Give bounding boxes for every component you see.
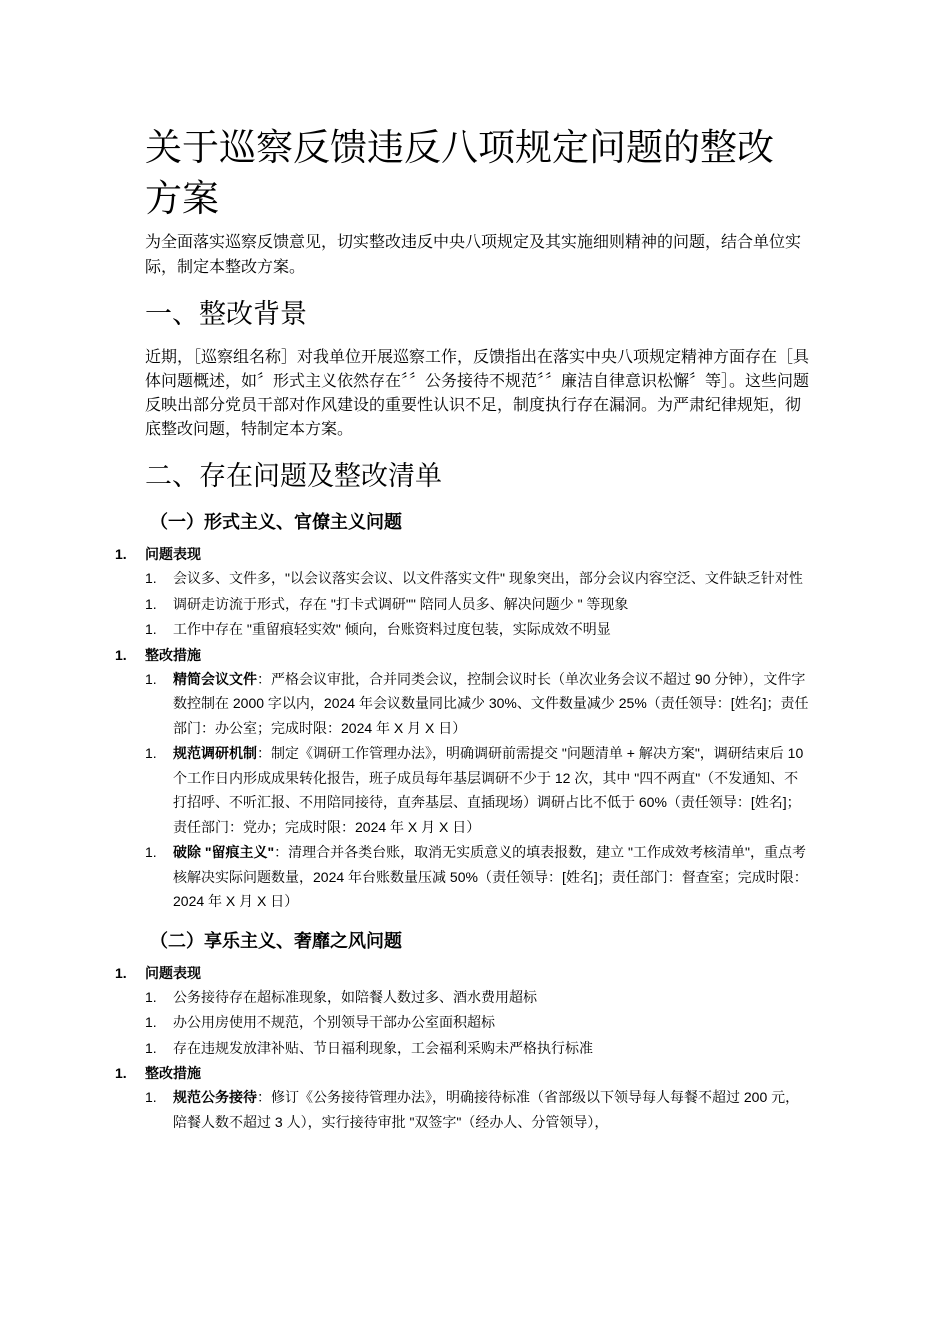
- subsection-heading-formalism: （一）形式主义、官僚主义问题: [150, 512, 402, 533]
- problems-label: 问题表现: [145, 546, 201, 562]
- measure-text: ：严格会议审批，合并同类会议，控制会议时长（单次业务会议不超过 90 分钟），文件字数控制在 2000 字以内，2024 年会议数量同比减少 30%、文件数量减少 25%（责任领导：[姓名]；责任部门：办公室；完成时限：2024 年 X 月 X 日）: [173, 670, 809, 736]
- measure-title: 破除 "留痕主义": [173, 844, 275, 860]
- problem-text: 工作中存在 "重留痕轻实效" 倾向，台账资料过度包装，实际成效不明显: [173, 621, 611, 637]
- list-item-measures: [115, 1061, 810, 1085]
- intro-paragraph: 为全面落实巡察反馈意见，切实整改违反中央八项规定及其实施细则精神的问题，结合单位实际，制定本整改方案。: [145, 232, 802, 276]
- section-heading-background: 一、整改背景: [145, 299, 307, 330]
- list-number: 1.: [145, 844, 157, 860]
- section-heading-problems: 二、存在问题及整改清单: [145, 461, 442, 492]
- document-title: 关于巡察反馈违反八项规定问题的整改方案: [145, 126, 774, 220]
- problem-text: 存在违规发放津补贴、节日福利现象，工会福利采购未严格执行标准: [173, 1039, 593, 1056]
- measure-text: ：清理合并各类台账，取消无实质意义的填表报数，建立 "工作成效考核清单"，重点考核解决实际问题数量，2024 年台账数量压减 50%（责任领导：[姓名]；责任部门：督查室；完成时限：2024 年 X 月 X 日）: [173, 844, 808, 909]
- list-number: 1.: [145, 670, 157, 687]
- list-number: 1.: [145, 1014, 157, 1030]
- problem-text: 公务接待存在超标准现象，如陪餐人数过多、酒水费用超标: [173, 988, 537, 1005]
- list-item: [145, 1010, 810, 1035]
- problem-text: 办公用房使用不规范，个别领导干部办公室面积超标: [173, 1014, 495, 1030]
- list-number: 1.: [145, 595, 157, 612]
- list-number: 1.: [145, 570, 157, 586]
- measure-text: ：修订《公务接待管理办法》，明确接待标准（省部级以下领导每人每餐不超过 200 元，陪餐人数不超过 3 人），实行接待审批 "双签字"（经办人、分管领导），: [173, 1089, 800, 1130]
- list-item: [145, 1085, 810, 1134]
- list-item: [145, 617, 810, 642]
- measures-label: 整改措施: [145, 1065, 201, 1081]
- list-item: [145, 741, 810, 839]
- document-page: [115, 122, 810, 1135]
- list-item: [145, 840, 810, 914]
- measure-title: 规范公务接待: [173, 1089, 257, 1105]
- measure-text: ：制定《调研工作管理办法》，明确调研前需提交 "问题清单 + 解决方案"，调研结束后 10 个工作日内形成成果转化报告，班子成员每年基层调研不少于 12 次，其中 "四不两直"（不发通知、不打招呼、不听汇报、不用陪同接待，直奔基层、直插现场）调研占比不低于 60%（责任领导：[姓名]；责任部门：党办；完成时限：2024 年 X 月 X 日）: [173, 745, 804, 835]
- problem-text: 会议多、文件多，"以会议落实会议、以文件落实文件" 现象突出，部分会议内容空泛、文件缺乏针对性: [173, 570, 803, 586]
- measure-title: 规范调研机制: [173, 745, 257, 761]
- list-number: 1.: [145, 745, 157, 761]
- list-number: 1.: [145, 1089, 157, 1105]
- list-number: 1.: [145, 621, 157, 637]
- problems-label: 问题表现: [145, 964, 201, 981]
- background-paragraph: 近期，［巡察组名称］对我单位开展巡察工作，反馈指出在落实中央八项规定精神方面存在［具体问题概述，如〞形式主义依然存在〞〞公务接待不规范〞〞廉洁自律意识松懈〞等］。这些问题反映出部分党员干部对作风建设的重要性认识不足，制度执行存在漏洞。为严肃纪律规矩，彻底整改问题，特制定本方案。: [145, 347, 810, 438]
- list-item-problems: [115, 961, 810, 985]
- list-number: 1.: [145, 1039, 157, 1056]
- measure-title: 精简会议文件: [173, 670, 257, 687]
- problem-text: 调研走访流于形式，存在 "打卡式调研"" 陪同人员多、解决问题少 " 等现象: [173, 595, 629, 612]
- list-number: 1.: [115, 646, 127, 663]
- list-item: [145, 667, 810, 741]
- list-number: 1.: [115, 546, 127, 562]
- measures-label: 整改措施: [145, 646, 201, 663]
- list-item-problems: [115, 542, 810, 566]
- list-number: 1.: [115, 964, 127, 981]
- list-item: [145, 985, 810, 1010]
- list-number: 1.: [145, 988, 157, 1005]
- subsection-heading-hedonism: （二）享乐主义、奢靡之风问题: [150, 930, 402, 952]
- list-item: [145, 592, 810, 617]
- list-item-measures: [115, 643, 810, 667]
- list-item: [145, 566, 810, 591]
- list-number: 1.: [115, 1065, 127, 1081]
- list-item: [145, 1036, 810, 1061]
